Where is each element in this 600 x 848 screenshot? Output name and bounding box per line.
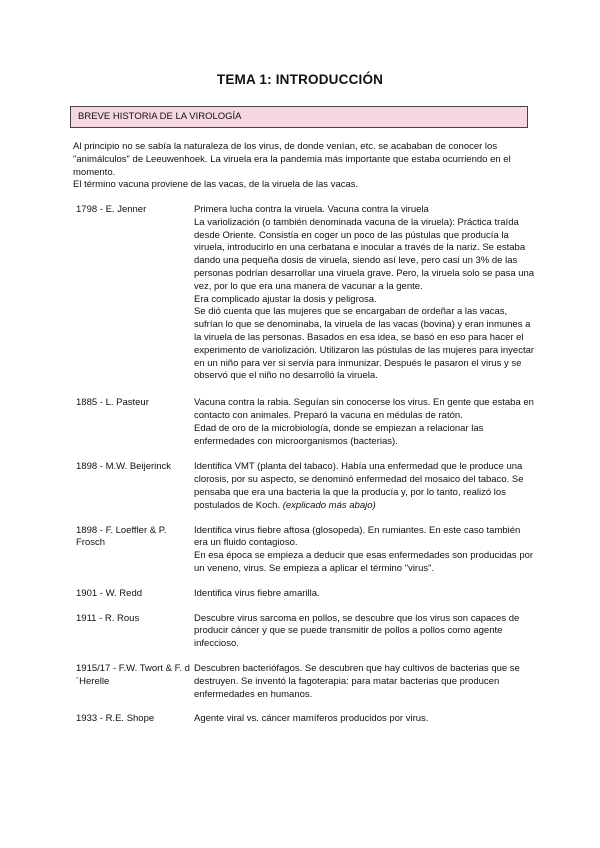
timeline-row xyxy=(76,204,536,383)
section-header xyxy=(70,106,528,128)
timeline-date: 1898 - M.W. Beijerinck xyxy=(76,461,172,473)
timeline-description xyxy=(194,525,536,576)
timeline-paragraph: Se dió cuenta que las mujeres que se encargaban de ordeñar a las vacas, sufrían lo que se denominaba, la viruela de las vacas (bovina) y eran inmunes a la viruela de las personas. Basados en esa idea, se basó en eso para hacer el experimento de variolización. Utilizaron las pústulas de las mujeres para inyectar en un niño para ver si servía para inmunizar. Después le pasaron el virus y se observó que el niño no desarrolló la viruela. xyxy=(194,306,535,382)
timeline-paragraph xyxy=(194,461,536,512)
timeline-paragraph: Edad de oro de la microbiología, donde se empiezan a relacionar las enfermedades con microorganismos (bacterias). xyxy=(194,422,484,447)
timeline-description xyxy=(194,713,536,726)
timeline-date: 1911 - R. Rous xyxy=(76,612,140,624)
timeline-note: (explicado más abajo) xyxy=(282,499,376,511)
timeline-paragraph: Identifica virus fiebre amarilla. xyxy=(194,587,320,599)
intro-text xyxy=(73,141,533,192)
timeline-row xyxy=(76,588,536,601)
timeline-row xyxy=(76,397,536,448)
timeline-paragraph: Descubre virus sarcoma en pollos, se descubre que los virus son capaces de producir cáncer y que se puede transmitir de pollos a pollos como agente infeccioso. xyxy=(194,612,520,650)
timeline-paragraph: Identifica virus fiebre aftosa (glosopeda). En rumiantes. En este caso también era un fluido contagioso. xyxy=(194,524,521,549)
timeline-date: 1915/17 - F.W. Twort & F. d´Herelle xyxy=(76,662,190,687)
timeline xyxy=(76,204,536,726)
timeline-description xyxy=(194,461,536,512)
timeline-description xyxy=(194,613,536,651)
timeline-paragraph: Era complicado ajustar la dosis y peligrosa. xyxy=(194,293,377,305)
intro-paragraph: Al principio no se sabía la naturaleza de los virus, de donde venían, etc. se acababan de conocer los "animálculos" de Leeuwenhoek. La viruela era la pandemia más importante que estaba ocurriendo en el momento. xyxy=(73,141,511,178)
timeline-text: Identifica VMT (planta del tabaco). Había una enfermedad que le produce una clorosis, por su aspecto, se denominó enfermedad del mosaico del tabaco. Se pensaba que era una bacteria la que la producía y, por lo tanto, realizó los postulados de Koch. xyxy=(194,461,524,511)
timeline-paragraph: En esa época se empieza a deducir que esas enfermedades son producidas por un veneno, virus. Se empieza a aplicar el término "virus". xyxy=(194,550,534,574)
timeline-row xyxy=(76,663,536,701)
timeline-date: 1798 - E. Jenner xyxy=(76,204,147,215)
timeline-date: 1898 - F. Loeffler & P. Frosch xyxy=(76,524,167,549)
timeline-paragraph: Primera lucha contra la viruela. Vacuna contra la viruela xyxy=(194,204,429,215)
timeline-row xyxy=(76,525,536,576)
timeline-row xyxy=(76,713,536,726)
timeline-description xyxy=(194,588,536,601)
timeline-description xyxy=(194,397,536,448)
timeline-paragraph: Descubren bacteriófagos. Se descubren que hay cultivos de bacterias que se destruyen. Se inventó la fagoterapia: para matar bacterias que producen enfermedades en humanos. xyxy=(194,662,520,700)
timeline-paragraph: Vacuna contra la rabia. Seguían sin conocerse los virus. En gente que estaba en contacto con animales. Preparó la vacuna en médulas de ratón. xyxy=(194,397,534,421)
page-title: TEMA 1: INTRODUCCIÓN xyxy=(216,72,384,87)
timeline-row xyxy=(76,613,536,651)
section-header-label: BREVE HISTORIA DE LA VIROLOGÍA xyxy=(78,111,242,122)
timeline-description xyxy=(194,663,536,701)
timeline-date: 1901 - W. Redd xyxy=(76,587,143,599)
timeline-date: 1885 - L. Pasteur xyxy=(76,397,149,409)
intro-paragraph: El término vacuna proviene de las vacas, de la viruela de las vacas. xyxy=(73,179,359,191)
timeline-row xyxy=(76,461,536,512)
timeline-paragraph: La variolización (o también denominada vacuna de la viruela): Práctica traída desde Oriente. Consistía en coger un poco de las pústulas que producía la viruela, introducirlo en una cerbatana e inocular a través de la nariz. Se estaba dando una pequeña dosis de viruela, siendo así leve, pero casi un 3% de las personas podrían desarrollar una viruela grave. Pero, la viruela solo se pasa una vez, por lo que era una manera de vacunar a la gente. xyxy=(194,216,535,292)
timeline-paragraph: Agente viral vs. cáncer mamíferos producidos por virus. xyxy=(194,713,429,725)
timeline-description xyxy=(194,204,536,383)
timeline-date: 1933 - R.E. Shope xyxy=(76,713,155,725)
